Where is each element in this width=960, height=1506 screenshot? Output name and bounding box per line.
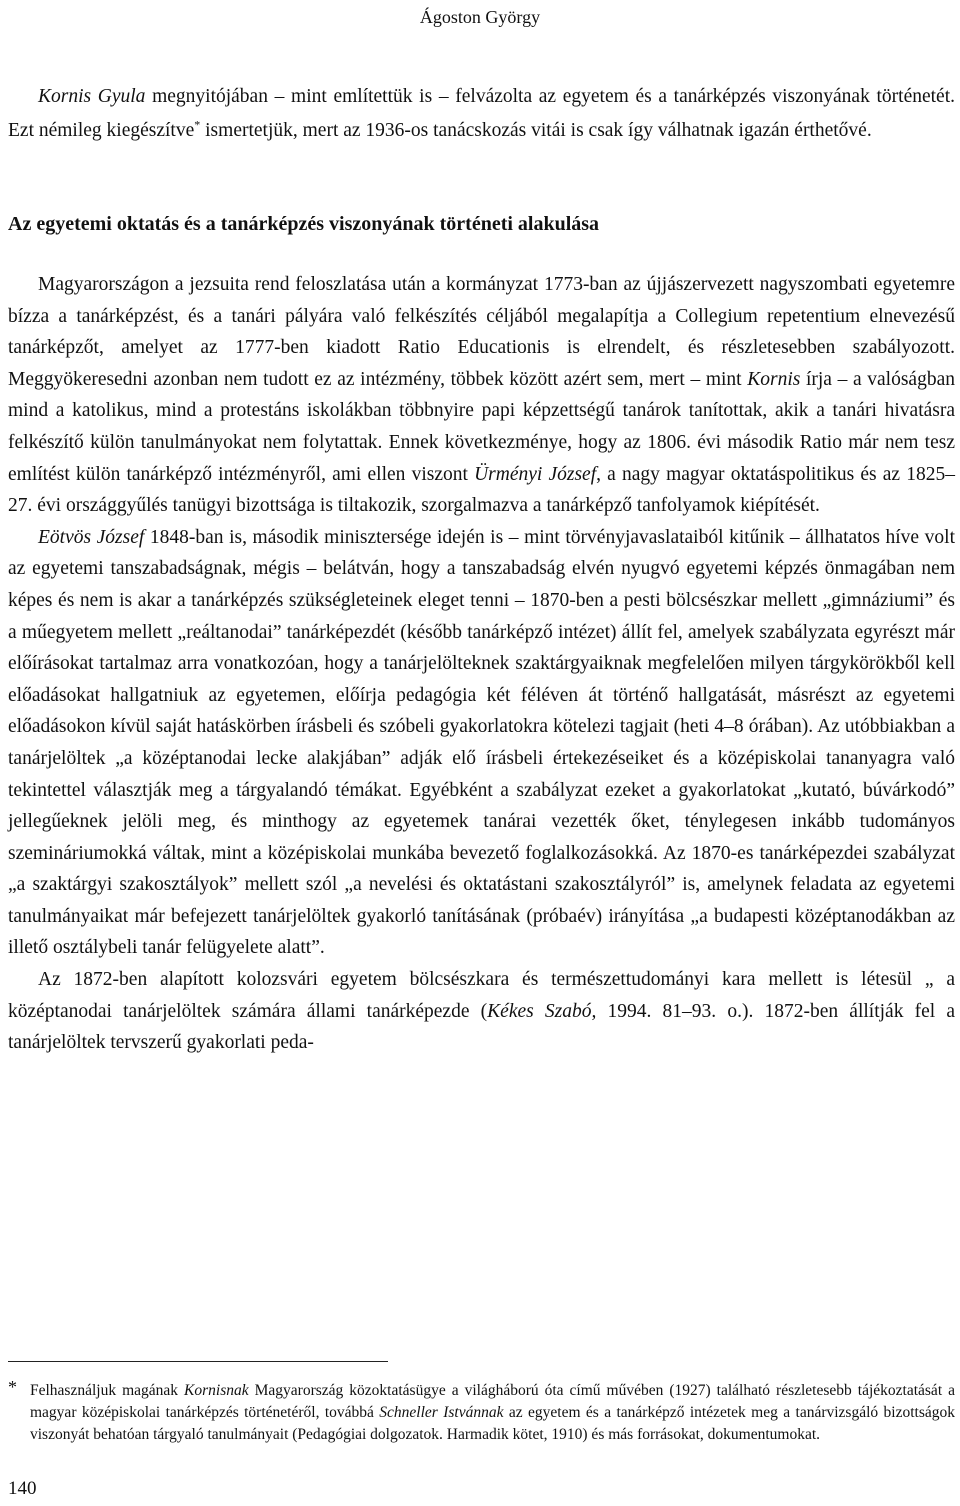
body-paragraph-2 <box>8 522 955 964</box>
footnote-separator <box>8 1361 388 1362</box>
p1-italic-2: Ürményi József <box>474 463 597 485</box>
footnote-text-3: az egyetem és a tanárképző intézetek meg a tanárvizsgáló bizottságok viszonyát behatóan tárgyaló tanulmányait (Pedagógiai dolgozatok. Harmadik kötet, 1910) és más forrásokat, dokumentumokat. <box>30 1404 955 1443</box>
footnote-text-1: Felhasználjuk magának <box>30 1382 185 1399</box>
footnote <box>8 1377 955 1446</box>
p1-italic-1: Kornis <box>747 368 801 390</box>
p2-text-1: 1848-ban is, második minisztersége idején is – mint törvényjavaslataiból kitűnik – állhatatos híve volt az egyetemi tanszabadságnak, mégis – belátván, hogy a tanszabadság elvén nyugvó egyetemi képzés önmagában nem képes és nem is akar a tanárképzés szükségleteinek eleget tenni – 1870-ben a pesti bölcsészkar mellett „gimnáziumi” és a műegyetem mellett „reáltanodai” tanárképezdét (később tanárképző intézet) állít fel, amelyek szabályzata egyrészt már előírásokat tartalmaz arra vonatkozóan, hogy a tanárjelölteknek szaktárgyaiknak megfelelően milyen tárgykörökből kell előadásokat hallgatniuk az egyetemen, előírja pedagógia két féléven át történő hallgatását, másrészt az egyetemi előadásokon kívül saját hatáskörben írásbeli és szóbeli gyakorlatokra kötelezi tagjait (heti 4–8 órában). Az utóbbiakban a tanárjelöltek „a középtanodai lecke alakjában” adják elő írásbeli értekezéseiket és a középiskolai tananyagra való tekintettel választják meg a tárgyalandó témákat. Egyébként a szabályzat ezeket a gyakorlatokat „kutató, búvárkodó” jellegűeknek jelöli meg, és minthogy az egyetemek tanárai vezették őket, ténylegesen inkább tudományos szemináriumokká váltak, mint a középiskolai munkába bevezető foglalkozásokká. Az 1870-es tanárképezdei szabályzat „a szaktárgyi szakosztályok” mellett szól „a nevelési és oktatástani szakosztályról” is, amelynek feladata az egyetemi tanulmányaikat már befejezett tanárjelöltek gyakorló tanításának (próbaév) irányítása „a budapesti középtanodákban az illető osztálybeli tanár felügyelete alatt”. <box>8 526 955 959</box>
footnote-reference-mark[interactable]: * <box>194 117 201 132</box>
intro-text-2: ismertetjük, mert az 1936-os tanácskozás vitái is csak így válhatnak igazán érthetővé. <box>200 120 872 141</box>
p1-text-1: Magyarországon a jezsuita rend feloszlatása után a kormányzat 1773-ban az újjászervezett nagyszombati egyetemre bízza a tanárképzést, és a tanári pályára való felkészítés céljából megalapítja a Collegium repetentium elnevezésű tanárképzőt, amelyet az 1777-ben kiadott Ratio Educationis is elrendelt, és részletesebben szabályozott. Meggyökeresedni azonban nem tudott ez az intézmény, többek között azért sem, mert – mint <box>8 274 955 390</box>
footnote-italic-2: Schneller Istvánnak <box>379 1404 504 1421</box>
p2-italic-1: Eötvös József <box>38 526 145 548</box>
p1-text-3: , a nagy magyar oktatáspolitikus és az 1825–27. évi országgyűlés tanügyi bizottsága is tiltakozik, szorgalmazva a tanárképző tanfolyamok kiépítését. <box>8 463 956 517</box>
running-header <box>0 6 960 28</box>
body-text <box>8 269 955 1059</box>
body-paragraph-1 <box>8 269 955 522</box>
p1-text-2: írja – a valóságban mind a katolikus, mind a protestáns iskolákban többnyire papi képzettségű tanárok tanítottak, akik a tanári hivatásra felkészítő külön tanulmányokat nem folytattak. Ennek következménye, hogy az 1806. évi második Ratio már nem tesz említést külön tanárképző intézményről, ami ellen viszont <box>8 368 955 485</box>
p3-italic-1: Kékes Szabó, <box>487 1000 597 1022</box>
intro-text-1: megnyitójában – mint említettük is – felvázolta az egyetem és a tanárképzés viszonyának történetét. Ezt némileg kiegészítve <box>8 86 955 141</box>
p3-text-2: 1994. 81–93. o.). 1872-ben állítják fel a tanárjelöltek tervszerű gyakorlati peda- <box>8 1000 955 1054</box>
intro-author-name: Kornis Gyula <box>38 86 146 107</box>
p3-text-1: Az 1872-ben alapított kolozsvári egyetem bölcsészkara és természettudományi kara mellett is létesül „ a középtanodai tanárjelöltek számára állami tanárképezde ( <box>8 969 955 1022</box>
intro-paragraph <box>8 80 955 148</box>
page-number: 140 <box>8 1478 37 1499</box>
section-heading: Az egyetemi oktatás és a tanárképzés viszonyának történeti alakulása <box>8 213 600 235</box>
footnote-mark: * <box>8 1377 17 1397</box>
header-author: Ágoston György <box>419 7 541 27</box>
footnote-text-2: Magyarország közoktatásügye a világháború óta című művében (1927) található részletesebb tájékoztatását a magyar középiskolai tanárképzés történetéről, továbbá <box>30 1382 955 1421</box>
body-paragraph-3 <box>8 964 955 1059</box>
footnote-italic-1: Kornisnak <box>184 1382 249 1399</box>
